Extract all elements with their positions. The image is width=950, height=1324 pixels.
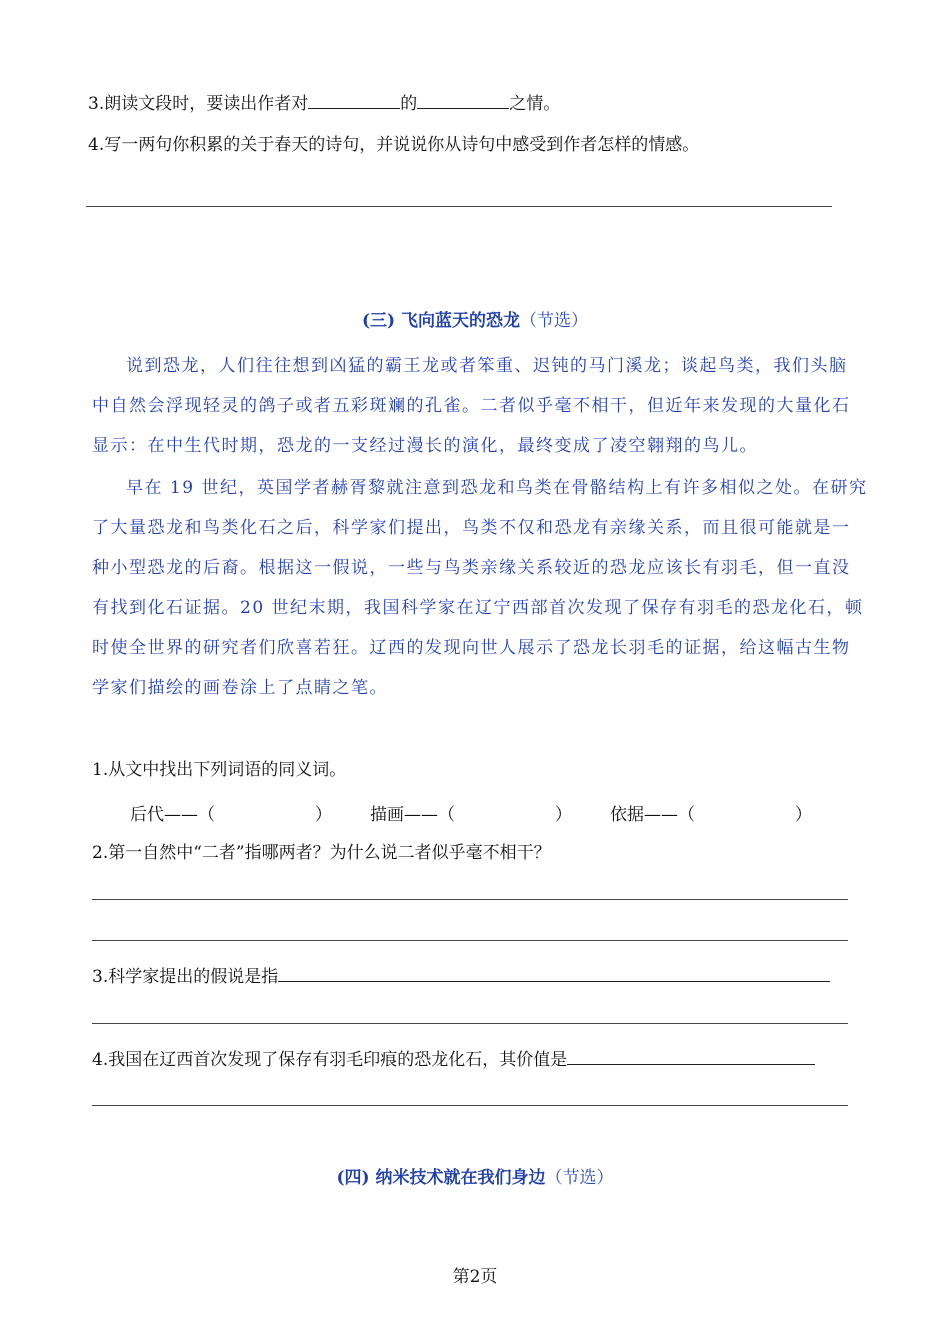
question-4-s2: 4.写一两句你积累的关于春天的诗句，并说说你从诗句中感受到作者怎样的情感。: [88, 135, 700, 155]
section-3-title-text: (三) 飞向蓝天的恐龙: [361, 311, 520, 331]
answer-line[interactable]: [92, 1023, 848, 1024]
answer-blank[interactable]: [278, 965, 830, 982]
passage-paragraph-2: [92, 468, 868, 708]
question-4: [92, 1048, 815, 1070]
passage-line: 显示：在中生代时期，恐龙的一支经过漫长的演化，最终变成了凌空翱翔的鸟儿。: [92, 436, 758, 456]
question-1: 1.从文中找出下列词语的同义词。: [92, 760, 347, 780]
synonym-item: [130, 800, 332, 825]
answer-line[interactable]: [92, 1105, 848, 1106]
passage-line: 早在 19 世纪，英国学者赫胥黎就注意到恐龙和鸟类在骨骼结构上有许多相似之处。在研究: [126, 478, 868, 498]
question-2: 2.第一自然中“二者”指哪两者？为什么说二者似乎毫不相干？: [92, 843, 551, 863]
passage-line: 学家们描绘的画卷涂上了点睛之笔。: [92, 678, 388, 698]
question-3: [92, 965, 830, 987]
question-3-text: 3.科学家提出的假说是指: [92, 967, 279, 987]
question-3-s2: [88, 92, 560, 114]
section-4-title: [0, 1163, 950, 1188]
q3-prefix: 3.朗读文段时，要读出作者对: [88, 94, 309, 114]
page-number: 第2页: [452, 1267, 498, 1287]
synonym-close: ）: [315, 805, 332, 825]
answer-line[interactable]: [86, 206, 832, 207]
answer-blank[interactable]: [417, 92, 509, 109]
passage-line: 时使全世界的研究者们欣喜若狂。辽西的发现向世人展示了恐龙长羽毛的证据，给这幅古生物: [92, 638, 851, 658]
q3-suffix: 之情。: [509, 94, 561, 114]
synonym-close: ）: [795, 805, 812, 825]
answer-blank[interactable]: [308, 92, 400, 109]
passage-line: 种小型恐龙的后裔。根据这一假说，一些与鸟类亲缘关系较近的恐龙应该长有羽毛，但一直没: [92, 558, 851, 578]
q3-middle: 的: [400, 94, 418, 114]
passage-line: 了大量恐龙和鸟类化石之后，科学家们提出，鸟类不仅和恐龙有亲缘关系，而且很可能就是一: [92, 518, 851, 538]
section-3-title: [0, 306, 950, 331]
synonym-close: ）: [555, 805, 572, 825]
section-4-title-text: (四) 纳米技术就在我们身边: [336, 1168, 546, 1188]
passage-line: 有找到化石证据。20 世纪末期，我国科学家在辽宁西部首次发现了保存有羽毛的恐龙化石，顿: [92, 598, 864, 618]
synonym-item: [610, 800, 812, 825]
passage-paragraph-1: [92, 346, 852, 466]
synonym-word: 依据——（: [610, 805, 695, 825]
section-3-title-note: （节选）: [520, 311, 588, 331]
answer-blank[interactable]: [567, 1048, 815, 1065]
synonym-word: 描画——（: [370, 805, 455, 825]
synonym-item: [370, 800, 572, 825]
section-4-title-note: （节选）: [545, 1168, 614, 1188]
synonym-word: 后代——（: [130, 805, 215, 825]
answer-line[interactable]: [92, 899, 848, 900]
answer-line[interactable]: [92, 940, 848, 941]
passage-line: 说到恐龙，人们往往想到凶猛的霸王龙或者笨重、迟钝的马门溪龙；谈起鸟类，我们头脑: [126, 356, 848, 376]
passage-line: 中自然会浮现轻灵的鸽子或者五彩斑斓的孔雀。二者似乎毫不相干，但近年来发现的大量化石: [92, 396, 851, 416]
question-4-text: 4.我国在辽西首次发现了保存有羽毛印痕的恐龙化石，其价值是: [92, 1050, 568, 1070]
